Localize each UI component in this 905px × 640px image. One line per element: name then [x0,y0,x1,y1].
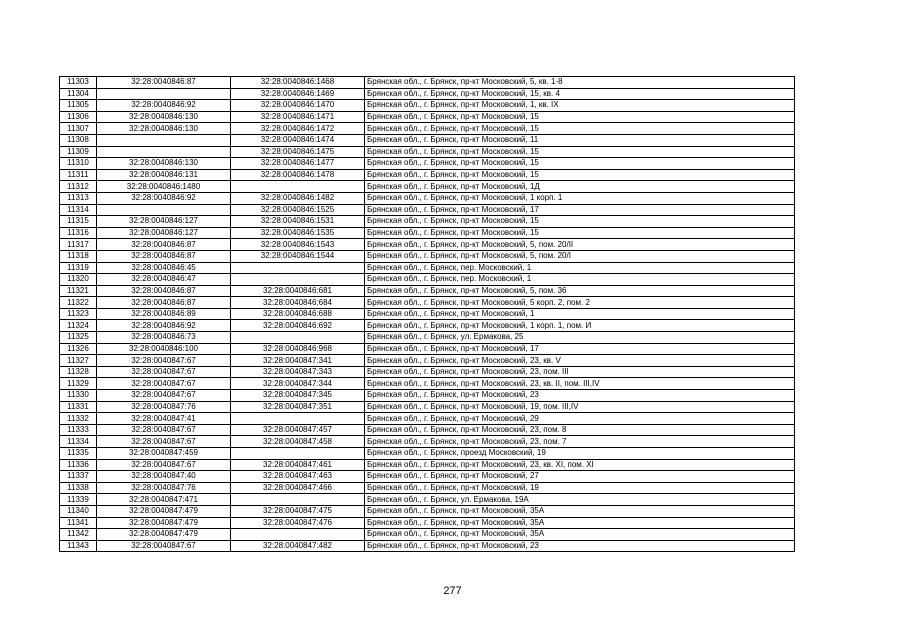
land-cadastral-number-cell: 32:28:0040847:67 [97,424,231,436]
address-cell: Брянская обл., г. Брянск, пр-кт Московский, 15 [365,146,795,158]
address-cell: Брянская обл., г. Брянск, пр-кт Московский, 29 [365,413,795,425]
land-cadastral-number-cell [97,88,231,100]
table-row [60,355,795,367]
object-cadastral-number-cell: 32:28:0040846:1469 [231,88,365,100]
address-cell: Брянская обл., г. Брянск, пр-кт Московский, 5, пом. 20/I [365,250,795,262]
land-cadastral-number-cell: 32:28:0040847:76 [97,401,231,413]
address-cell: Брянская обл., г. Брянск, пр-кт Московский, 1 корп. 1 [365,192,795,204]
address-cell: Брянская обл., г. Брянск, пр-кт Московский, 5, пом. 20/II [365,239,795,251]
object-cadastral-number-cell: 32:28:0040846:1535 [231,227,365,239]
land-cadastral-number-cell: 32:28:0040846:100 [97,343,231,355]
table-row [60,192,795,204]
table-row [60,146,795,158]
table-row [60,505,795,517]
object-cadastral-number-cell [231,274,365,286]
object-cadastral-number-cell: 32:28:0040847:344 [231,378,365,390]
row-number-cell: 11326 [60,343,97,355]
object-cadastral-number-cell [231,262,365,274]
table-row [60,413,795,425]
row-number-cell: 11333 [60,424,97,436]
object-cadastral-number-cell: 32:28:0040847:466 [231,482,365,494]
land-cadastral-number-cell: 32:28:0040846:87 [97,285,231,297]
object-cadastral-number-cell: 32:28:0040847:457 [231,424,365,436]
address-cell: Брянская обл., г. Брянск, пр-кт Московский, 19 [365,482,795,494]
object-cadastral-number-cell [231,413,365,425]
address-cell: Брянская обл., г. Брянск, пр-кт Московский, 1 [365,308,795,320]
row-number-cell: 11329 [60,378,97,390]
object-cadastral-number-cell: 32:28:0040846:681 [231,285,365,297]
row-number-cell: 11327 [60,355,97,367]
land-cadastral-number-cell: 32:28:0040847:67 [97,355,231,367]
address-cell: Брянская обл., г. Брянск, пр-кт Московский, 1 корп. 1, пом. И [365,320,795,332]
object-cadastral-number-cell: 32:28:0040847:343 [231,366,365,378]
row-number-cell: 11307 [60,123,97,135]
table-row [60,297,795,309]
table-row [60,308,795,320]
land-cadastral-number-cell: 32:28:0040846:131 [97,169,231,181]
object-cadastral-number-cell: 32:28:0040846:968 [231,343,365,355]
address-cell: Брянская обл., г. Брянск, пр-кт Московский, 17 [365,204,795,216]
row-number-cell: 11316 [60,227,97,239]
object-cadastral-number-cell: 32:28:0040847:345 [231,390,365,402]
address-cell: Брянская обл., г. Брянск, пр-кт Московский, 5, кв. 1-8 [365,77,795,89]
object-cadastral-number-cell: 32:28:0040846:1470 [231,100,365,112]
land-cadastral-number-cell: 32:28:0040846:1480 [97,181,231,193]
object-cadastral-number-cell: 32:28:0040846:1525 [231,204,365,216]
row-number-cell: 11309 [60,146,97,158]
land-cadastral-number-cell: 32:28:0040846:92 [97,192,231,204]
object-cadastral-number-cell: 32:28:0040846:1472 [231,123,365,135]
address-cell: Брянская обл., г. Брянск, пр-кт Московский, 15 [365,169,795,181]
row-number-cell: 11304 [60,88,97,100]
land-cadastral-number-cell: 32:28:0040846:45 [97,262,231,274]
land-cadastral-number-cell: 32:28:0040847:40 [97,471,231,483]
land-cadastral-number-cell [97,204,231,216]
address-cell: Брянская обл., г. Брянск, проезд Московский, 19 [365,448,795,460]
table-row [60,343,795,355]
row-number-cell: 11313 [60,192,97,204]
row-number-cell: 11341 [60,517,97,529]
address-cell: Брянская обл., г. Брянск, пр-кт Московский, 15 [365,216,795,228]
object-cadastral-number-cell [231,448,365,460]
table-row [60,459,795,471]
row-number-cell: 11303 [60,77,97,89]
page-number: 277 [443,585,462,597]
row-number-cell: 11336 [60,459,97,471]
object-cadastral-number-cell: 32:28:0040846:1543 [231,239,365,251]
table-row [60,262,795,274]
registry-table [59,76,795,552]
land-cadastral-number-cell: 32:28:0040847:479 [97,505,231,517]
address-cell: Брянская обл., г. Брянск, пр-кт Московский, 23, пом. 7 [365,436,795,448]
land-cadastral-number-cell: 32:28:0040847:479 [97,529,231,541]
object-cadastral-number-cell: 32:28:0040846:1531 [231,216,365,228]
table-row [60,88,795,100]
row-number-cell: 11332 [60,413,97,425]
object-cadastral-number-cell [231,494,365,506]
land-cadastral-number-cell: 32:28:0040846:87 [97,239,231,251]
object-cadastral-number-cell: 32:28:0040846:1544 [231,250,365,262]
table-row [60,320,795,332]
object-cadastral-number-cell [231,332,365,344]
table-row [60,436,795,448]
table-row [60,123,795,135]
object-cadastral-number-cell [231,181,365,193]
address-cell: Брянская обл., г. Брянск, пр-кт Московский, 15 [365,227,795,239]
address-cell: Брянская обл., г. Брянск, пр-кт Московский, 23, кв. XI, пом. XI [365,459,795,471]
land-cadastral-number-cell: 32:28:0040847:67 [97,390,231,402]
land-cadastral-number-cell: 32:28:0040846:127 [97,216,231,228]
land-cadastral-number-cell: 32:28:0040846:73 [97,332,231,344]
registry-table-body [60,77,795,552]
row-number-cell: 11340 [60,505,97,517]
address-cell: Брянская обл., г. Брянск, пр-кт Московский, 15 [365,123,795,135]
land-cadastral-number-cell [97,146,231,158]
row-number-cell: 11314 [60,204,97,216]
land-cadastral-number-cell: 32:28:0040847:479 [97,517,231,529]
land-cadastral-number-cell: 32:28:0040846:130 [97,158,231,170]
table-row [60,134,795,146]
object-cadastral-number-cell: 32:28:0040847:482 [231,540,365,552]
address-cell: Брянская обл., г. Брянск, пр-кт Московский, 23, пом. 8 [365,424,795,436]
row-number-cell: 11315 [60,216,97,228]
address-cell: Брянская обл., г. Брянск, пр-кт Московский, 17 [365,343,795,355]
land-cadastral-number-cell: 32:28:0040846:87 [97,77,231,89]
table-row [60,378,795,390]
row-number-cell: 11323 [60,308,97,320]
land-cadastral-number-cell: 32:28:0040846:87 [97,297,231,309]
table-row [60,227,795,239]
land-cadastral-number-cell: 32:28:0040846:92 [97,320,231,332]
address-cell: Брянская обл., г. Брянск, ул. Ермакова, 19А [365,494,795,506]
address-cell: Брянская обл., г. Брянск, пр-кт Московский, 35А [365,517,795,529]
table-row [60,482,795,494]
table-row [60,285,795,297]
address-cell: Брянская обл., г. Брянск, пр-кт Московский, 5, пом. 36 [365,285,795,297]
row-number-cell: 11321 [60,285,97,297]
object-cadastral-number-cell: 32:28:0040846:1475 [231,146,365,158]
row-number-cell: 11325 [60,332,97,344]
row-number-cell: 11335 [60,448,97,460]
row-number-cell: 11308 [60,134,97,146]
table-row [60,401,795,413]
object-cadastral-number-cell: 32:28:0040847:463 [231,471,365,483]
table-row [60,181,795,193]
row-number-cell: 11311 [60,169,97,181]
table-row [60,471,795,483]
object-cadastral-number-cell: 32:28:0040846:692 [231,320,365,332]
object-cadastral-number-cell: 32:28:0040846:1468 [231,77,365,89]
table-row [60,540,795,552]
table-row [60,239,795,251]
row-number-cell: 11306 [60,111,97,123]
object-cadastral-number-cell: 32:28:0040846:688 [231,308,365,320]
land-cadastral-number-cell: 32:28:0040846:130 [97,111,231,123]
land-cadastral-number-cell: 32:28:0040847:67 [97,459,231,471]
object-cadastral-number-cell: 32:28:0040847:341 [231,355,365,367]
table-row [60,424,795,436]
land-cadastral-number-cell: 32:28:0040847:41 [97,413,231,425]
row-number-cell: 11338 [60,482,97,494]
row-number-cell: 11305 [60,100,97,112]
address-cell: Брянская обл., г. Брянск, пр-кт Московский, 23, кв. II, пом. III,IV [365,378,795,390]
object-cadastral-number-cell: 32:28:0040846:684 [231,297,365,309]
address-cell: Брянская обл., г. Брянск, пр-кт Московский, 23 [365,390,795,402]
land-cadastral-number-cell: 32:28:0040846:127 [97,227,231,239]
object-cadastral-number-cell: 32:28:0040846:1474 [231,134,365,146]
row-number-cell: 11334 [60,436,97,448]
table-row [60,77,795,89]
table-row [60,216,795,228]
table-row [60,100,795,112]
row-number-cell: 11342 [60,529,97,541]
object-cadastral-number-cell: 32:28:0040846:1478 [231,169,365,181]
table-row [60,529,795,541]
table-row [60,250,795,262]
land-cadastral-number-cell: 32:28:0040847:76 [97,482,231,494]
row-number-cell: 11320 [60,274,97,286]
land-cadastral-number-cell: 32:28:0040847:67 [97,378,231,390]
table-row [60,494,795,506]
land-cadastral-number-cell: 32:28:0040847:67 [97,540,231,552]
land-cadastral-number-cell: 32:28:0040847:459 [97,448,231,460]
row-number-cell: 11337 [60,471,97,483]
land-cadastral-number-cell: 32:28:0040847:67 [97,436,231,448]
object-cadastral-number-cell: 32:28:0040847:351 [231,401,365,413]
table-row [60,448,795,460]
address-cell: Брянская обл., г. Брянск, пр-кт Московский, 23, кв. V [365,355,795,367]
object-cadastral-number-cell: 32:28:0040847:461 [231,459,365,471]
row-number-cell: 11322 [60,297,97,309]
address-cell: Брянская обл., г. Брянск, пр-кт Московский, 1, кв. IX [365,100,795,112]
address-cell: Брянская обл., г. Брянск, пр-кт Московский, 35А [365,505,795,517]
address-cell: Брянская обл., г. Брянск, пр-кт Московский, 15, кв. 4 [365,88,795,100]
address-cell: Брянская обл., г. Брянск, пр-кт Московский, 27 [365,471,795,483]
table-row [60,332,795,344]
table-row [60,111,795,123]
land-cadastral-number-cell: 32:28:0040846:92 [97,100,231,112]
land-cadastral-number-cell: 32:28:0040847:67 [97,366,231,378]
object-cadastral-number-cell: 32:28:0040847:476 [231,517,365,529]
table-row [60,169,795,181]
address-cell: Брянская обл., г. Брянск, пр-кт Московский, 1Д [365,181,795,193]
address-cell: Брянская обл., г. Брянск, пр-кт Московский, 15 [365,111,795,123]
table-row [60,204,795,216]
address-cell: Брянская обл., г. Брянск, пр-кт Московский, 11 [365,134,795,146]
object-cadastral-number-cell: 32:28:0040846:1482 [231,192,365,204]
row-number-cell: 11330 [60,390,97,402]
address-cell: Брянская обл., г. Брянск, пер. Московский, 1 [365,274,795,286]
row-number-cell: 11331 [60,401,97,413]
object-cadastral-number-cell: 32:28:0040847:458 [231,436,365,448]
row-number-cell: 11310 [60,158,97,170]
address-cell: Брянская обл., г. Брянск, пр-кт Московский, 19, пом. III,IV [365,401,795,413]
table-row [60,274,795,286]
address-cell: Брянская обл., г. Брянск, пр-кт Московский, 5 корп. 2, пом. 2 [365,297,795,309]
address-cell: Брянская обл., г. Брянск, ул. Ермакова, 25 [365,332,795,344]
row-number-cell: 11318 [60,250,97,262]
table-row [60,366,795,378]
row-number-cell: 11319 [60,262,97,274]
address-cell: Брянская обл., г. Брянск, пер. Московский, 1 [365,262,795,274]
table-row [60,158,795,170]
table-row [60,390,795,402]
row-number-cell: 11339 [60,494,97,506]
land-cadastral-number-cell: 32:28:0040846:87 [97,250,231,262]
row-number-cell: 11343 [60,540,97,552]
address-cell: Брянская обл., г. Брянск, пр-кт Московский, 23 [365,540,795,552]
object-cadastral-number-cell: 32:28:0040847:475 [231,505,365,517]
address-cell: Брянская обл., г. Брянск, пр-кт Московский, 35А [365,529,795,541]
row-number-cell: 11317 [60,239,97,251]
land-cadastral-number-cell: 32:28:0040846:130 [97,123,231,135]
table-row [60,517,795,529]
address-cell: Брянская обл., г. Брянск, пр-кт Московский, 23, пом. III [365,366,795,378]
address-cell: Брянская обл., г. Брянск, пр-кт Московский, 15 [365,158,795,170]
land-cadastral-number-cell [97,134,231,146]
object-cadastral-number-cell: 32:28:0040846:1471 [231,111,365,123]
object-cadastral-number-cell [231,529,365,541]
row-number-cell: 11324 [60,320,97,332]
row-number-cell: 11328 [60,366,97,378]
row-number-cell: 11312 [60,181,97,193]
land-cadastral-number-cell: 32:28:0040846:47 [97,274,231,286]
object-cadastral-number-cell: 32:28:0040846:1477 [231,158,365,170]
land-cadastral-number-cell: 32:28:0040846:89 [97,308,231,320]
land-cadastral-number-cell: 32:28:0040847:471 [97,494,231,506]
